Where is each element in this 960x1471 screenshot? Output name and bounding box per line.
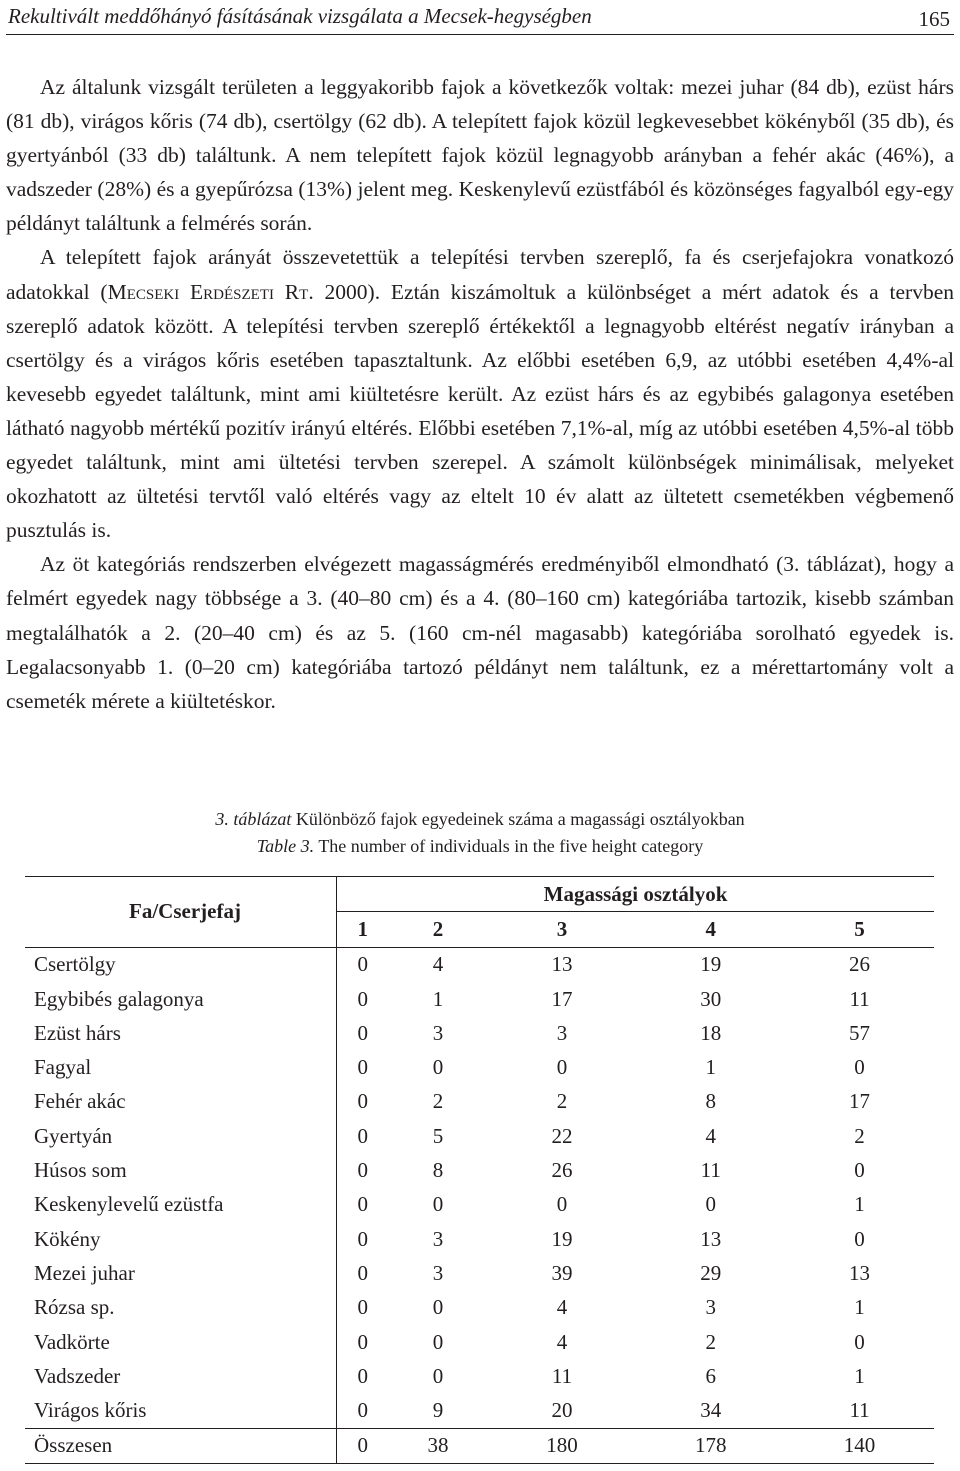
species-name: Rózsa sp. [25, 1291, 337, 1325]
paragraph-2 [6, 240, 954, 547]
count-cell: 0 [432, 1295, 444, 1320]
count-cell: 0 [854, 1226, 865, 1251]
table-row [25, 1359, 934, 1393]
page-number: 165 [918, 7, 950, 31]
count-cell: 6 [705, 1363, 716, 1388]
class-header: 5 [785, 912, 934, 947]
height-class-table [25, 876, 934, 1464]
paragraph-3-text: Az öt kategóriás rendszerben elvégezett magasságmérés eredményiből elmondható (3. táblázat), hogy a felmért egyedek nagy többsége a 3. (40–80 cm) és a 4. (80–160 cm) kategóriába tartozik, kisebb számban megtalálhatók a 2. (20–40 cm) és az 5. (160 cm-nél magasabb) kategóriába sorolható egyedek is. Legalacsonyabb 1. (0–20 cm) kategóriába tartozó példányt nem találtunk, ez a mérettartomány volt a csemeték mérete a kiültetéskor. [6, 552, 954, 713]
caption-english [0, 833, 960, 860]
species-name: Gyertyán [25, 1119, 337, 1153]
count-cell: 9 [432, 1398, 444, 1423]
count-cell: 0 [854, 1158, 865, 1183]
count-cell: 8 [432, 1158, 444, 1183]
count-cell: 11 [849, 1398, 870, 1423]
count-cell: 0 [357, 1123, 368, 1148]
table-row [25, 1119, 934, 1153]
total-cell: 38 [388, 1428, 487, 1463]
table-caption [0, 806, 960, 860]
count-cell: 57 [849, 1020, 871, 1045]
species-column-header: Fa/Cserjefaj [25, 877, 337, 948]
species-name: Csertölgy [25, 947, 337, 982]
count-cell: 0 [357, 1226, 368, 1251]
count-cell: 11 [700, 1158, 721, 1183]
count-cell: 3 [432, 1226, 444, 1251]
data-table [25, 876, 934, 1464]
class-header: 2 [388, 912, 487, 947]
count-cell: 11 [849, 986, 870, 1011]
species-name: Virágos kőris [25, 1393, 337, 1428]
total-cell: 180 [488, 1428, 637, 1463]
paragraph-2-text-b: 2000). Eztán kiszámoltuk a különbséget a mért adatok és a tervben szereplő adatok között. A telepítési tervben szereplő értékektől a legnagyobb eltérést negatív irányban a csertölgy és a virágos kőris esetében tapasztaltunk. Az előbbi esetében 6,9, az utóbbi esetében 4,4%-al kevesebb egyedet találtunk, mint ami kiültetésre került. Az ezüst hárs és az egybibés galagonya esetében látható nagyobb mértékű pozitív irányú eltérés. Előbbi esetében 7,1%-al, míg az utóbbi esetében 4,5%-al több egyedet találtunk, mint ami ültetési tervben szerepel. A számolt különbségek minimálisak, melyeket okozhatott az ültetési tervtől való eltérés vagy az eltelt 10 év alatt az ültetett csemetékben végbemenő pusztulás is. [6, 279, 955, 543]
count-cell: 13 [849, 1260, 871, 1285]
count-cell: 0 [357, 1363, 368, 1388]
paragraph-1 [6, 70, 954, 240]
table-header-row [25, 877, 934, 912]
count-cell: 13 [700, 1226, 722, 1251]
species-name: Fehér akác [25, 1085, 337, 1119]
table-row [25, 1016, 934, 1050]
count-cell: 1 [854, 1192, 865, 1217]
count-cell: 0 [432, 1363, 444, 1388]
height-classes-header: Magassági osztályok [337, 877, 935, 912]
count-cell: 1 [705, 1055, 716, 1080]
count-cell: 0 [357, 986, 368, 1011]
count-cell: 0 [432, 1055, 444, 1080]
table-row [25, 947, 934, 982]
count-cell: 0 [432, 1329, 444, 1354]
count-cell: 4 [556, 1295, 568, 1320]
caption-en-text: The number of individuals in the five height category [314, 836, 704, 856]
count-cell: 26 [785, 947, 934, 982]
count-cell: 26 [551, 1158, 573, 1183]
count-cell: 2 [432, 1089, 444, 1114]
count-cell: 1 [432, 986, 444, 1011]
count-cell: 0 [854, 1329, 865, 1354]
table-body [25, 947, 934, 1428]
species-name: Ezüst hárs [25, 1016, 337, 1050]
count-cell: 0 [337, 947, 389, 982]
class-header: 3 [488, 912, 637, 947]
count-cell: 0 [705, 1192, 716, 1217]
count-cell: 0 [357, 1055, 368, 1080]
count-cell: 0 [432, 1192, 444, 1217]
species-name: Egybibés galagonya [25, 982, 337, 1016]
species-name: Mezei juhar [25, 1256, 337, 1290]
count-cell: 17 [849, 1089, 871, 1114]
count-cell: 1 [854, 1363, 865, 1388]
total-label: Összesen [25, 1428, 337, 1463]
table-row [25, 1325, 934, 1359]
count-cell: 19 [551, 1226, 573, 1251]
running-header [6, 2, 954, 35]
count-cell: 3 [432, 1020, 444, 1045]
paragraph-2-text-a: A telepített fajok arányát összevetettük a telepítési tervben szereplő, fa és cserjefajokra vonatkozó adatokkal ( [6, 245, 954, 304]
paragraph-1-text: Az általunk vizsgált területen a leggyakoribb fajok a következők voltak: mezei juhar (84 db), ezüst hárs (81 db), virágos kőris (74 db), csertölgy (62 db). A telepített fajok közül legkevesebbet kökényből (35 db), és gyertyánból (33 db) találtunk. A nem telepített fajok közül legnagyobb arányban a fehér akác (46%), a vadszeder (28%) és a gyepűrózsa (13%) jelent meg. Keskenylevű ezüstfából és közönséges fagyalból egy-egy példányt találtunk a felmérés során. [6, 75, 954, 236]
count-cell: 3 [705, 1295, 716, 1320]
count-cell: 0 [357, 1020, 368, 1045]
caption-hungarian [0, 806, 960, 833]
count-cell: 18 [700, 1020, 722, 1045]
table-row [25, 1222, 934, 1256]
total-cell: 178 [636, 1428, 785, 1463]
table-row [25, 1393, 934, 1428]
class-header: 4 [636, 912, 785, 947]
count-cell: 0 [357, 1089, 368, 1114]
count-cell: 3 [556, 1020, 568, 1045]
count-cell: 2 [854, 1123, 865, 1148]
species-name: Keskenylevelű ezüstfa [25, 1188, 337, 1222]
count-cell: 1 [854, 1295, 865, 1320]
caption-hu-text: Különböző fajok egyedeinek száma a magassági osztályokban [291, 809, 745, 829]
caption-hu-label: 3. táblázat [215, 809, 292, 829]
class-header: 1 [337, 912, 389, 947]
table-row [25, 1291, 934, 1325]
total-cell: 140 [785, 1428, 934, 1463]
count-cell: 39 [551, 1260, 573, 1285]
count-cell: 0 [357, 1260, 368, 1285]
count-cell: 0 [357, 1158, 368, 1183]
paragraph-3 [6, 547, 954, 717]
count-cell: 0 [357, 1398, 368, 1423]
count-cell: 4 [705, 1123, 716, 1148]
total-cell: 0 [337, 1428, 389, 1463]
table-row [25, 1256, 934, 1290]
citation-author: Mecseki Erdészeti Rt. [107, 279, 314, 304]
count-cell: 29 [700, 1260, 722, 1285]
count-cell: 4 [388, 947, 487, 982]
count-cell: 4 [556, 1329, 568, 1354]
count-cell: 0 [357, 1192, 368, 1217]
total-row [25, 1428, 934, 1463]
count-cell: 3 [432, 1260, 444, 1285]
count-cell: 0 [556, 1055, 568, 1080]
count-cell: 11 [551, 1363, 573, 1388]
count-cell: 19 [636, 947, 785, 982]
count-cell: 8 [705, 1089, 716, 1114]
species-name: Vadszeder [25, 1359, 337, 1393]
count-cell: 34 [700, 1398, 722, 1423]
table-row [25, 982, 934, 1016]
table-row [25, 1153, 934, 1187]
species-name: Húsos som [25, 1153, 337, 1187]
count-cell: 0 [854, 1055, 865, 1080]
running-title: Rekultivált meddőhányó fásításának vizsgálata a Mecsek-hegységben [8, 4, 592, 28]
count-cell: 0 [357, 1329, 368, 1354]
count-cell: 2 [705, 1329, 716, 1354]
count-cell: 22 [551, 1123, 573, 1148]
count-cell: 20 [551, 1398, 573, 1423]
caption-en-label: Table 3. [256, 836, 315, 856]
count-cell: 30 [700, 986, 722, 1011]
count-cell: 0 [357, 1295, 368, 1320]
species-name: Fagyal [25, 1050, 337, 1084]
body-text [6, 70, 954, 718]
count-cell: 0 [556, 1192, 568, 1217]
table-row [25, 1085, 934, 1119]
count-cell: 2 [556, 1089, 568, 1114]
count-cell: 5 [432, 1123, 444, 1148]
table-row [25, 1050, 934, 1084]
count-cell: 17 [551, 986, 573, 1011]
species-name: Vadkörte [25, 1325, 337, 1359]
count-cell: 13 [488, 947, 637, 982]
table-row [25, 1188, 934, 1222]
species-name: Kökény [25, 1222, 337, 1256]
